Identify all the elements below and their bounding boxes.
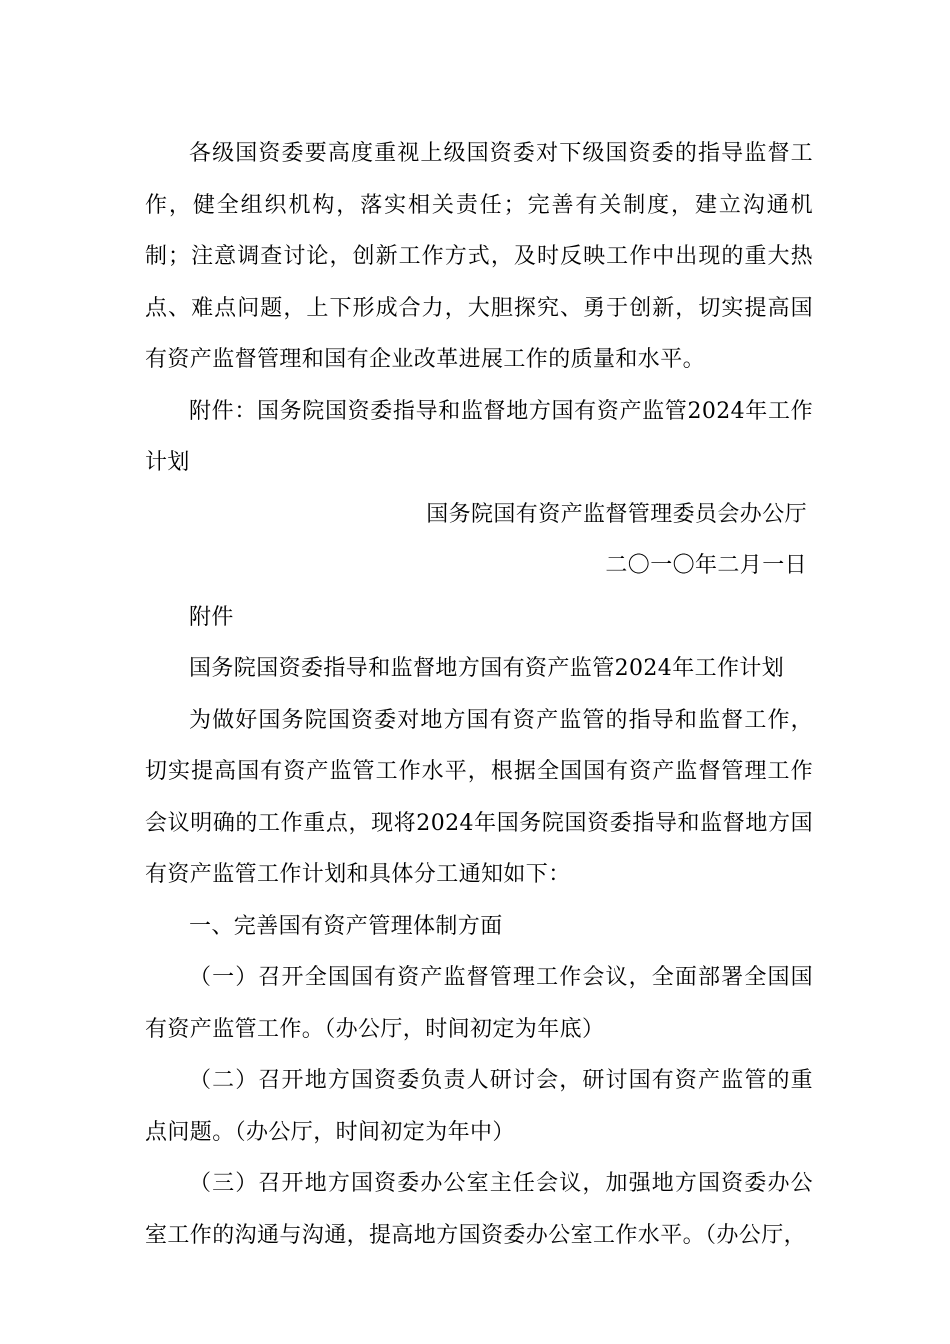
list-item: （二）召开地方国资委负责人研讨会，研讨国有资产监管的重点问题。（办公厅，时间初定为年中） bbox=[145, 1068, 813, 1145]
attachment-title: 国务院国资委指导和监督地方国有资产监管2024年工作计划 bbox=[189, 656, 785, 681]
document-body bbox=[145, 128, 813, 1261]
list-item: （一）召开全国国有资产监督管理工作会议，全面部署全国国有资产监管工作。（办公厅，时间初定为年底） bbox=[145, 965, 813, 1042]
attachment-label: 附件 bbox=[189, 604, 234, 630]
list-item: （三）召开地方国资委办公室主任会议，加强地方国资委办公室工作的沟通与沟通，提高地方国资委办公室工作水平。（办公厅， bbox=[145, 1171, 813, 1248]
signature-date: 二〇一〇年二月一日 bbox=[605, 553, 807, 578]
signature-organization: 国务院国有资产监督管理委员会办公厅 bbox=[426, 501, 807, 527]
section-heading: 一、完善国有资产管理体制方面 bbox=[189, 913, 503, 939]
paragraph-supervision-guidance: 各级国资委要高度重视上级国资委对下级国资委的指导监督工作，健全组织机构，落实相关责任；完善有关制度，建立沟通机制；注意调查讨论，创新工作方式，及时反映工作中出现的重大热点、难点问题，上下形成合力，大胆探究、勇于创新，切实提高国有资产监督管理和国有企业改革进展工作的质量和水平。 bbox=[145, 141, 813, 372]
attachment-reference: 附件：国务院国资委指导和监督地方国有资产监管2024年工作计划 bbox=[145, 398, 813, 475]
paragraph-intro: 为做好国务院国资委对地方国有资产监管的指导和监督工作，切实提高国有资产监管工作水平，根据全国国有资产监督管理工作会议明确的工作重点，现将2024年国务院国资委指导和监督地方国有资产监管工作计划和具体分工通知如下： bbox=[145, 707, 813, 887]
